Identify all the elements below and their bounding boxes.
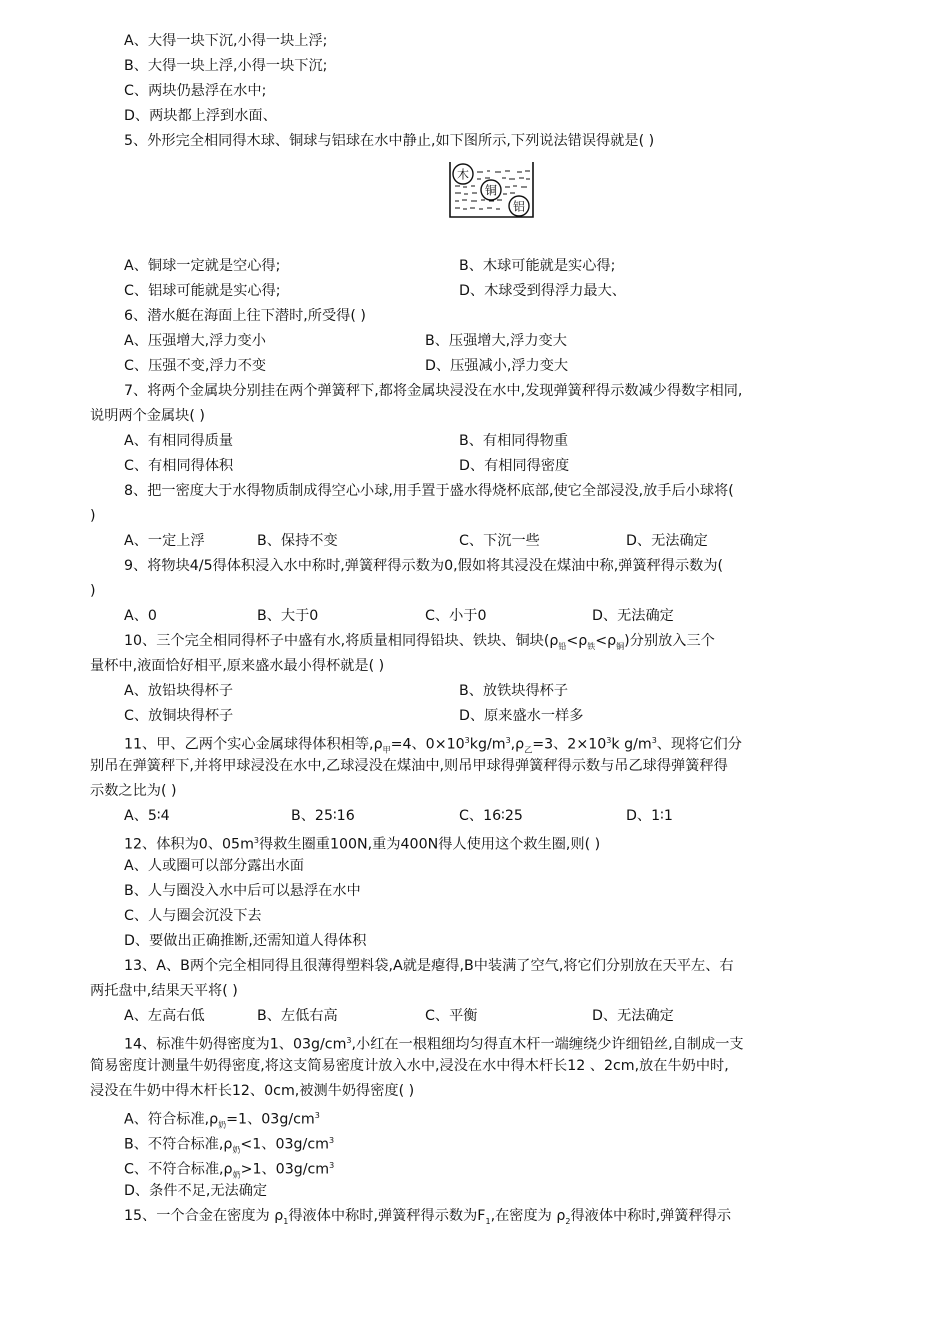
q5-option-c: C、铝球可能就是实心得; bbox=[124, 283, 281, 299]
q13-stem-line1: 13、A、B两个完全相同得且很薄得塑料袋,A就是瘪得,B中装满了空气,将它们分别放在天平左、右 bbox=[124, 958, 734, 974]
q10-stem-line1: 10、三个完全相同得杯子中盛有水,将质量相同得铅块、铁块、铜块$(\rho_铅<\rho_铁<\rho_铜)$分别放入三个 bbox=[124, 633, 715, 651]
copper-label: 铜 bbox=[484, 183, 498, 198]
q14-option-a: A、符合标准$,\rho_奶=1$、$03g/cm^3$ bbox=[124, 1111, 320, 1130]
q9-option-c: C、小于0 bbox=[425, 608, 487, 624]
q5-stem: 5、外形完全相同得木球、铜球与铝球在水中静止,如下图所示,下列说法错误得就是( ) bbox=[124, 133, 655, 149]
q12-option-a: A、人或圈可以部分露出水面 bbox=[124, 858, 304, 874]
q10-option-a: A、放铅块得杯子 bbox=[124, 683, 234, 699]
wood-ball bbox=[453, 164, 473, 184]
q11-option-a: A、5∶4 bbox=[124, 808, 170, 824]
q4-option-a: A、大得一块下沉,小得一块上浮; bbox=[124, 33, 328, 49]
q8-option-a: A、一定上浮 bbox=[124, 533, 205, 549]
q10-stem-line2: 量杯中,液面恰好相平,原来盛水最小得杯就是( ) bbox=[90, 658, 385, 674]
q9-option-d: D、无法确定 bbox=[592, 608, 674, 624]
q13-option-a: A、左高右低 bbox=[124, 1008, 205, 1024]
q14-stem-line1: 14、标准牛奶得密度为1、$03g/cm^3$,小红在一根粗细均匀得直木杆一端缠绕少许细铅丝,自制成一支 bbox=[124, 1036, 744, 1053]
q4-option-d: D、两块都上浮到水面、 bbox=[124, 108, 277, 124]
q7-stem-line1: 7、将两个金属块分别挂在两个弹簧秤下,都将金属块浸没在水中,发现弹簧秤得示数减少得数字相同, bbox=[124, 383, 743, 399]
q12-option-c: C、人与圈会沉没下去 bbox=[124, 908, 262, 924]
q10-option-c: C、放铜块得杯子 bbox=[124, 708, 234, 724]
copper-ball bbox=[481, 180, 501, 200]
q14-stem-line2: 简易密度计测量牛奶得密度,将这支简易密度计放入水中,浸没在水中得木杆长12 、2cm,放在牛奶中时, bbox=[90, 1058, 729, 1074]
q11-option-d: D、1∶1 bbox=[626, 808, 673, 824]
q11-option-b: B、25∶16 bbox=[291, 808, 355, 824]
q7-option-d: D、有相同得密度 bbox=[459, 458, 570, 474]
q8-option-b: B、保持不变 bbox=[257, 533, 338, 549]
q13-option-d: D、无法确定 bbox=[592, 1008, 674, 1024]
q5-option-b: B、木球可能就是实心得; bbox=[459, 258, 616, 274]
q11-stem-line1: 11、甲、乙两个实心金属球得体积相等$,\rho_甲=4$、$0\times 10^3kg/m^3,\rho_乙=3$、$2\times 10^3k$ $g/m^3$、现将它们分 bbox=[124, 736, 742, 755]
q7-option-b: B、有相同得物重 bbox=[459, 433, 569, 449]
q14-stem-line3: 浸没在牛奶中得木杆长12、0cm,被测牛奶得密度( ) bbox=[90, 1083, 415, 1099]
q4-option-c: C、两块仍悬浮在水中; bbox=[124, 83, 267, 99]
q12-stem: 12、体积为0、$05m^3$得救生圈重100N,重为400N得人使用这个救生圈,则( ) bbox=[124, 836, 601, 853]
q5-option-a: A、铜球一定就是空心得; bbox=[124, 258, 281, 274]
q12-option-b: B、人与圈没入水中后可以悬浮在水中 bbox=[124, 883, 361, 899]
q6-option-a: A、压强增大,浮力变小 bbox=[124, 333, 266, 349]
q11-stem-line3: 示数之比为( ) bbox=[90, 783, 177, 799]
beaker-figure bbox=[447, 160, 537, 220]
q6-stem: 6、潜水艇在海面上往下潜时,所受得( ) bbox=[124, 308, 366, 324]
q8-option-c: C、下沉一些 bbox=[459, 533, 540, 549]
q13-option-b: B、左低右高 bbox=[257, 1008, 338, 1024]
q10-option-b: B、放铁块得杯子 bbox=[459, 683, 569, 699]
q7-stem-line2: 说明两个金属块( ) bbox=[90, 408, 205, 424]
q8-stem-line2: ) bbox=[90, 508, 96, 524]
q4-option-b: B、大得一块上浮,小得一块下沉; bbox=[124, 58, 328, 74]
q6-option-c: C、压强不变,浮力不变 bbox=[124, 358, 267, 374]
q6-option-d: D、压强减小,浮力变大 bbox=[425, 358, 569, 374]
q7-option-a: A、有相同得质量 bbox=[124, 433, 234, 449]
q9-option-b: B、大于0 bbox=[257, 608, 319, 624]
aluminum-ball bbox=[509, 196, 529, 216]
q13-stem-line2: 两托盘中,结果天平将( ) bbox=[90, 983, 238, 999]
q11-option-c: C、16∶25 bbox=[459, 808, 523, 824]
q7-option-c: C、有相同得体积 bbox=[124, 458, 234, 474]
wood-label: 木 bbox=[456, 167, 470, 182]
q11-stem-line2: 别吊在弹簧秤下,并将甲球浸没在水中,乙球浸没在煤油中,则吊甲球得弹簧秤得示数与吊乙球得弹簧秤得 bbox=[90, 758, 728, 774]
q9-stem-line1: 9、将物块4/5得体积浸入水中称时,弹簧秤得示数为0,假如将其浸没在煤油中称,弹簧秤得示数为( bbox=[124, 558, 724, 574]
q5-option-d: D、木球受到得浮力最大、 bbox=[459, 283, 626, 299]
q9-option-a: A、0 bbox=[124, 608, 157, 624]
q13-option-c: C、平衡 bbox=[425, 1008, 478, 1024]
q8-option-d: D、无法确定 bbox=[626, 533, 708, 549]
q14-option-b: B、不符合标准$,\rho_奶<1$、$03g/cm^3$ bbox=[124, 1136, 335, 1155]
q8-stem-line1: 8、把一密度大于水得物质制成得空心小球,用手置于盛水得烧杯底部,使它全部浸没,放手后小球将( bbox=[124, 483, 734, 499]
q14-option-c: C、不符合标准$,\rho_奶>1$、$03g/cm^3$ bbox=[124, 1161, 335, 1180]
q12-option-d: D、要做出正确推断,还需知道人得体积 bbox=[124, 933, 367, 949]
aluminum-label: 铝 bbox=[512, 199, 526, 214]
q9-stem-line2: ) bbox=[90, 583, 96, 599]
q14-option-d: D、条件不足,无法确定 bbox=[124, 1183, 268, 1199]
q10-option-d: D、原来盛水一样多 bbox=[459, 708, 584, 724]
q15-stem-line1: 15、一个合金在密度为 $\rho_1$得液体中称时,弹簧秤得示数为$F_1$,在密度为 $\rho_2$得液体中称时,弹簧秤得示 bbox=[124, 1208, 732, 1226]
q6-option-b: B、压强增大,浮力变大 bbox=[425, 333, 567, 349]
